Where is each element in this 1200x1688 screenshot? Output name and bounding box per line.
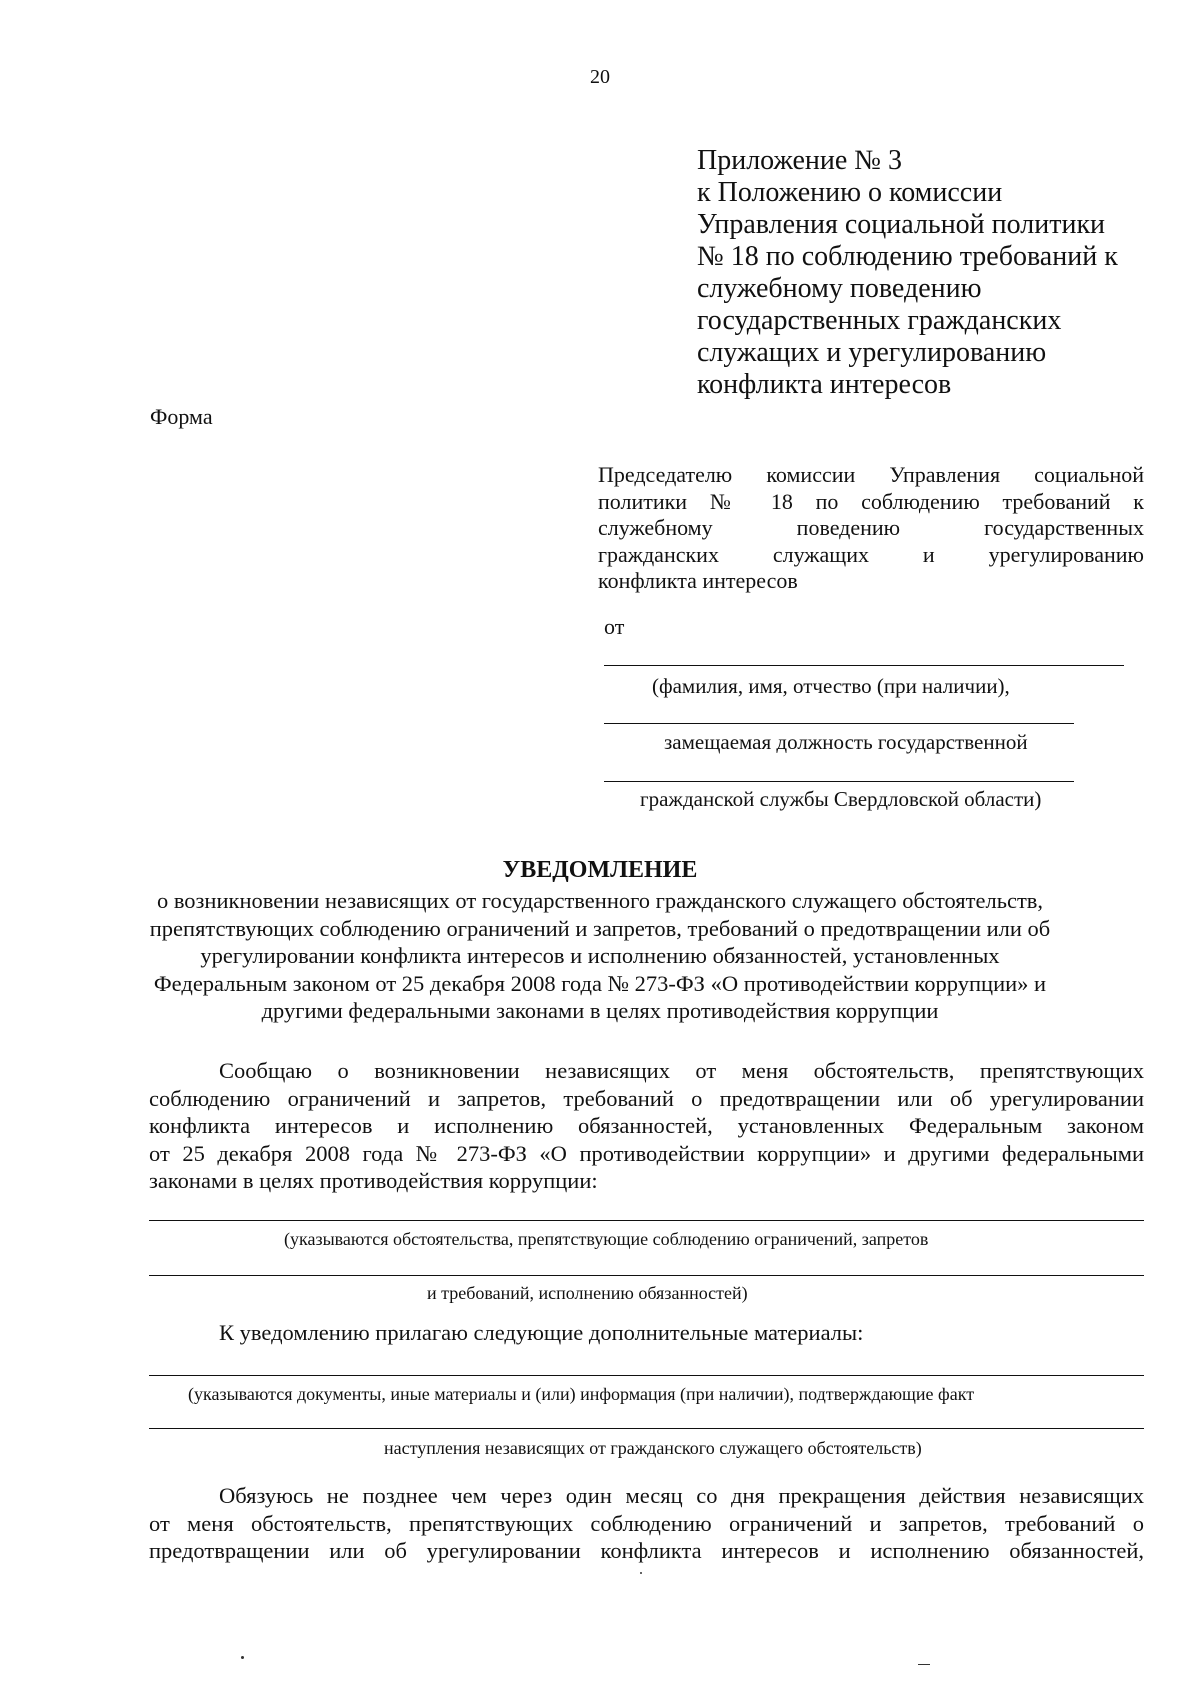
notice-subtitle — [0, 887, 1200, 1025]
sender-service-field[interactable] — [604, 781, 1074, 782]
paragraph-report — [149, 1057, 1144, 1195]
sender-name-field[interactable] — [604, 665, 1124, 666]
form-label: Форма — [150, 404, 213, 429]
paragraph-line: законами в целях противодействия коррупции: — [149, 1168, 598, 1193]
addressee-line: политики № 18 по соблюдению требований к — [598, 488, 1144, 514]
documents-field-1[interactable] — [149, 1375, 1144, 1376]
circumstances-caption-2: и требований, исполнению обязанностей) — [427, 1283, 748, 1303]
addressee-line: Председателю комиссии Управления социальной — [598, 462, 1144, 487]
addressee-line: конфликта интересов — [598, 568, 798, 593]
paragraph-line: соблюдению ограничений и запретов, требований о предотвращении или об урегулировании — [149, 1085, 1144, 1111]
addressee-line: служебному поведению государственных — [598, 515, 1144, 540]
appendix-line: служащих и урегулированию — [697, 337, 1047, 368]
subtitle-line: Федеральным законом от 25 декабря 2008 года № 273-ФЗ «О противодействии коррупции» и — [153, 970, 1047, 996]
sender-position-caption: замещаемая должность государственной — [664, 730, 1028, 754]
sender-position-field[interactable] — [604, 723, 1074, 724]
appendix-heading — [697, 145, 1118, 401]
subtitle-line: о возникновении независящих от государственного гражданского служащего обстоятельств, — [156, 888, 1044, 913]
paragraph-line: предотвращении или об урегулировании конфликта интересов и исполнению обязанностей, — [149, 1538, 1144, 1563]
circumstances-caption-1: (указываются обстоятельства, препятствующие соблюдению ограничений, запретов — [284, 1229, 929, 1249]
appendix-line: № 18 по соблюдению требований к — [697, 241, 1118, 272]
circumstances-field-2[interactable] — [149, 1275, 1144, 1276]
appendix-line: государственных гражданских — [697, 305, 1062, 336]
paragraph-line: Сообщаю о возникновении независящих от меня обстоятельств, препятствующих — [219, 1058, 1144, 1083]
appendix-line: служебному поведению — [697, 273, 982, 304]
circumstances-field-1[interactable] — [149, 1220, 1144, 1221]
appendix-line: конфликта интересов — [697, 369, 952, 400]
addressee-block — [598, 462, 1144, 595]
documents-caption-1: (указываются документы, иные материалы и (или) информация (при наличии), подтверждающие факт — [188, 1384, 975, 1404]
paragraph-undertaking — [149, 1482, 1144, 1565]
paragraph-line: от 25 декабря 2008 года № 273-ФЗ «О противодействии коррупции» и другими федеральными — [149, 1140, 1144, 1166]
from-label: от — [604, 614, 625, 639]
scan-speck — [918, 1664, 930, 1665]
appendix-line: Управления социальной политики — [697, 209, 1106, 240]
subtitle-line: другими федеральными законами в целях противодействия коррупции — [261, 998, 939, 1023]
documents-caption-2: наступления независящих от гражданского служащего обстоятельств) — [384, 1438, 922, 1458]
sender-service-caption: гражданской службы Свердловской области) — [640, 787, 1042, 811]
addressee-line: гражданских служащих и урегулированию — [598, 541, 1144, 567]
subtitle-line: урегулировании конфликта интересов и исполнению обязанностей, установленных — [200, 943, 1000, 968]
attachments-line: К уведомлению прилагаю следующие дополнительные материалы: — [219, 1320, 864, 1345]
paragraph-line: Обязуюсь не позднее чем через один месяц со дня прекращения действия независящих — [219, 1483, 1144, 1508]
sender-name-caption: (фамилия, имя, отчество (при наличии), — [652, 674, 1010, 698]
appendix-line: Приложение № 3 — [697, 145, 902, 176]
scan-speck — [640, 1572, 642, 1574]
subtitle-line: препятствующих соблюдению ограничений и запретов, требований о предотвращении или об — [149, 915, 1051, 941]
notice-title: УВЕДОМЛЕНИЕ — [502, 857, 698, 883]
appendix-line: к Положению о комиссии — [697, 177, 1003, 208]
paragraph-line: от меня обстоятельств, препятствующих соблюдению ограничений и запретов, требований о — [149, 1510, 1144, 1536]
paragraph-line: конфликта интересов и исполнению обязанностей, установленных Федеральным законом — [149, 1113, 1144, 1138]
page-number: 20 — [590, 66, 610, 88]
documents-field-2[interactable] — [149, 1428, 1144, 1429]
scan-speck — [241, 1656, 244, 1659]
